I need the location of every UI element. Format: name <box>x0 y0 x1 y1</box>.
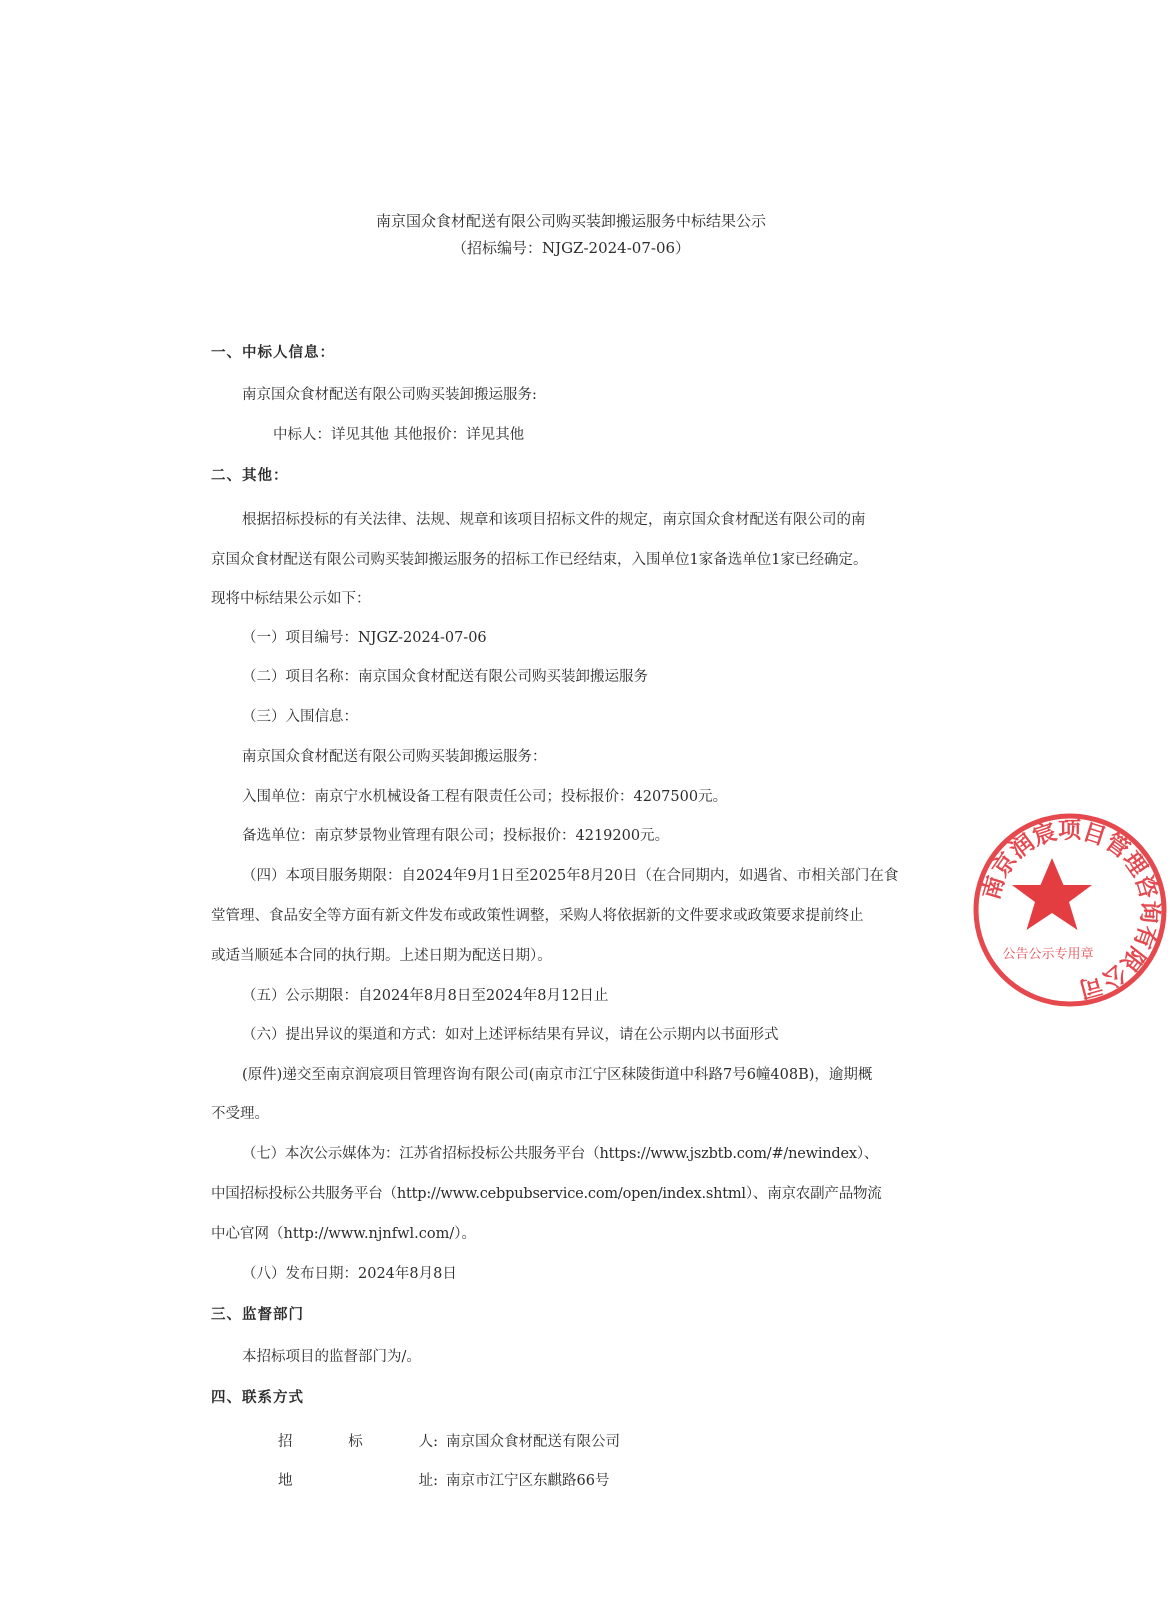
section-1-heading: 一、中标人信息： <box>211 345 335 361</box>
item-alternate-unit: 备选单位：南京梦景物业管理有限公司；投标报价：4219200元。 <box>242 828 670 844</box>
item-shortlist-service: 南京国众食材配送有限公司购买装卸搬运服务： <box>242 749 547 765</box>
supervision-text: 本招标项目的监督部门为/。 <box>242 1349 421 1365</box>
tenderer-value: 南京国众食材配送有限公司 <box>446 1434 620 1450</box>
section-4-heading: 四、联系方式 <box>211 1390 304 1406</box>
section-1-item: 南京国众食材配送有限公司购买装卸搬运服务: <box>242 387 537 403</box>
item-service-period-line-3: 或适当顺延本合同的执行期。上述日期为配送日期）。 <box>211 948 552 964</box>
address-label: 地 址: <box>278 1473 438 1489</box>
item-objection-line-3: 不受理。 <box>211 1106 269 1122</box>
item-service-period-line-2: 堂管理、食品安全等方面有新文件发布或政策性调整，采购人将依据新的文件要求或政策要求提前终止 <box>211 908 864 924</box>
winner-info: 中标人：详见其他 其他报价：详见其他 <box>273 427 525 443</box>
item-shortlisted-unit: 入围单位：南京宁水机械设备工程有限责任公司；投标报价：4207500元。 <box>242 789 728 805</box>
address-value: 南京市江宁区东麒路66号 <box>446 1473 610 1489</box>
svg-text:南京润宸项目管理咨询有限公司: 南京润宸项目管理咨询有限公司 <box>977 816 1164 1003</box>
para-1-line-2: 京国众食材配送有限公司购买装卸搬运服务的招标工作已经结束，入围单位1家备选单位1家已经确定。 <box>211 552 868 568</box>
item-publish-date: （八）发布日期：2024年8月8日 <box>242 1266 457 1282</box>
item-media-line-1: （七）本次公示媒体为：江苏省招标投标公共服务平台（https://www.jszbtb.com/#/newindex）、 <box>242 1146 879 1162</box>
section-2-heading: 二、其他： <box>211 468 289 484</box>
tenderer-label: 招 标 人: <box>278 1434 438 1450</box>
item-publicity-period: （五）公示期限：自2024年8月8日至2024年8月12日止 <box>242 988 609 1004</box>
para-1-line-3: 现将中标结果公示如下： <box>211 591 371 607</box>
svg-text:公告公示专用章: 公告公示专用章 <box>1002 947 1094 962</box>
item-media-line-2: 中国招标投标公共服务平台（http://www.cebpubservice.com/open/index.shtml）、南京农副产品物流 <box>211 1186 882 1202</box>
item-project-name: （二）项目名称：南京国众食材配送有限公司购买装卸搬运服务 <box>242 669 648 685</box>
item-media-line-3: 中心官网（http://www.njnfwl.com/）。 <box>211 1226 476 1242</box>
item-project-number: （一）项目编号：NJGZ-2024-07-06 <box>242 630 487 646</box>
section-3-heading: 三、监督部门 <box>211 1307 304 1323</box>
document-title: 南京国众食材配送有限公司购买装卸搬运服务中标结果公示 <box>375 212 766 230</box>
item-objection-line-2: (原件)递交至南京润宸项目管理咨询有限公司(南京市江宁区秣陵街道中科路7号6幢408B)，逾期概 <box>242 1067 873 1083</box>
seal-star-icon <box>1012 858 1092 930</box>
item-objection-line-1: （六）提出异议的渠道和方式：如对上述评标结果有异议，请在公示期内以书面形式 <box>242 1027 779 1043</box>
item-service-period-line-1: （四）本项目服务期限：自2024年9月1日至2025年8月20日（在合同期内，如遇省、市相关部门在食 <box>242 868 899 884</box>
tender-number: （招标编号：NJGZ-2024-07-06） <box>451 239 691 257</box>
item-shortlist-heading: （三）入围信息： <box>242 709 358 725</box>
para-1-line-1: 根据招标投标的有关法律、法规、规章和该项目招标文件的规定，南京国众食材配送有限公司的南 <box>242 512 866 528</box>
official-seal-stamp <box>970 810 1170 1010</box>
